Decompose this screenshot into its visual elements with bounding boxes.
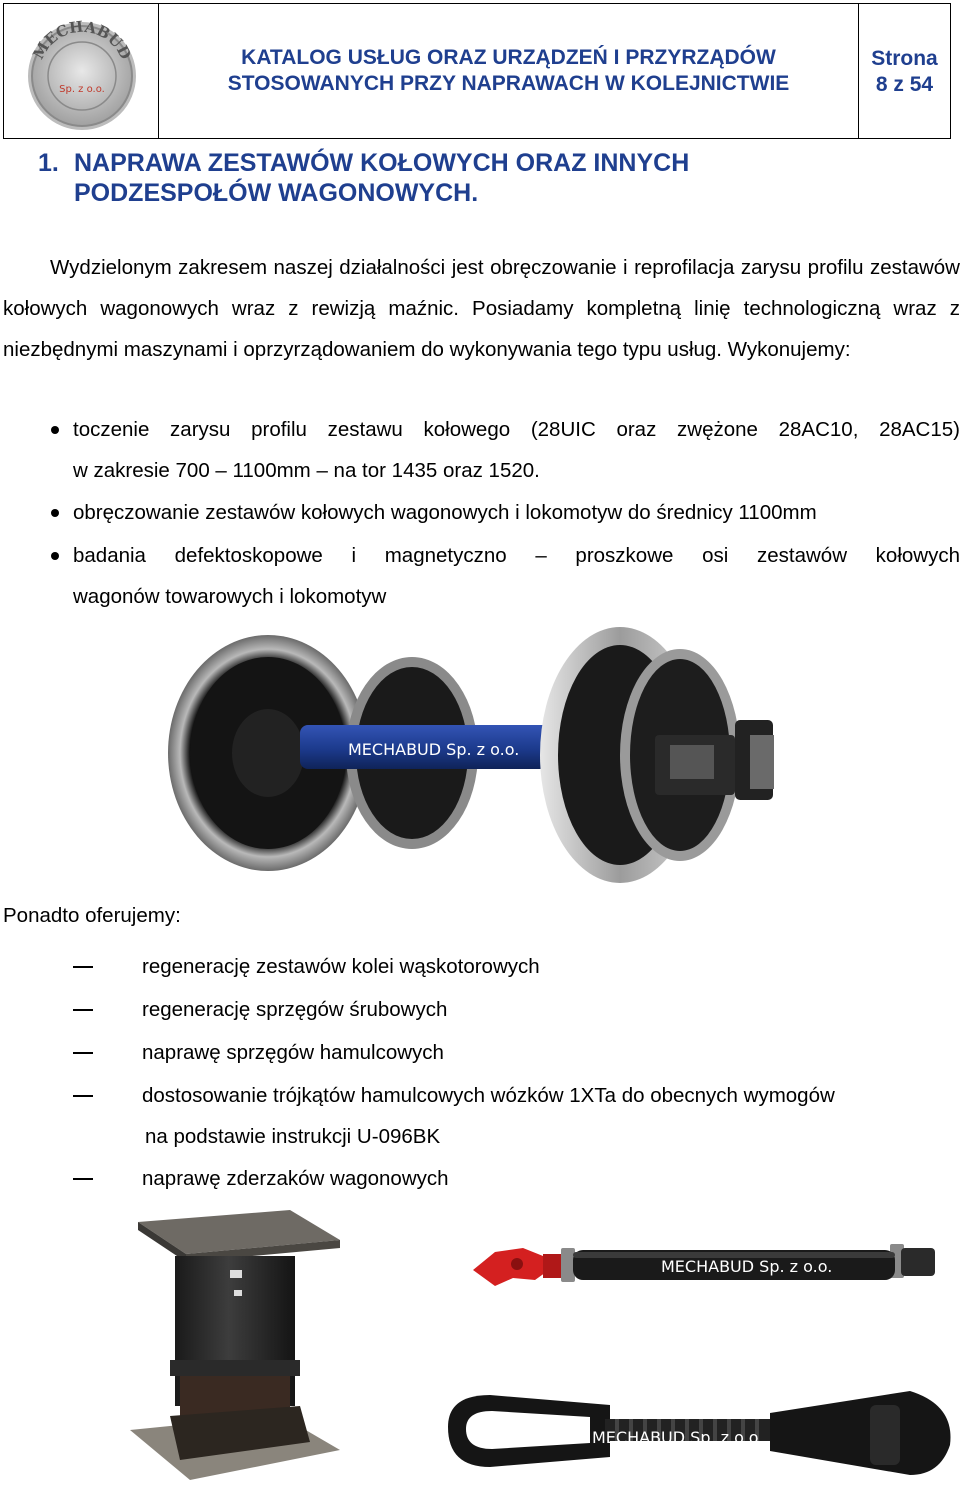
catalog-title xyxy=(159,4,859,138)
offers-list xyxy=(3,945,960,1200)
brake-hose-watermark: MECHABUD Sp. z o.o. xyxy=(661,1257,833,1276)
list-item xyxy=(3,945,960,988)
offer-1-text: regenerację zestawów kolei wąskotorowych xyxy=(142,955,540,978)
page-number: 8 z 54 xyxy=(875,73,934,96)
page-label: Strona xyxy=(871,47,938,70)
company-logo-cell xyxy=(4,4,159,138)
wheelset-photo xyxy=(150,625,800,885)
screw-coupler-icon xyxy=(440,1385,960,1485)
screw-coupler-photo xyxy=(440,1385,960,1485)
logo-text: MECHABUD xyxy=(29,17,135,63)
list-item xyxy=(3,1157,960,1200)
catalog-title-line2: STOSOWANYCH PRZY NAPRAWACH W KOLEJNICTWIE xyxy=(227,72,790,95)
section-number: 1. xyxy=(38,149,59,177)
page-header xyxy=(3,3,951,139)
brake-hose-photo xyxy=(465,1222,945,1302)
list-item xyxy=(3,988,960,1031)
dash-icon xyxy=(73,1052,93,1054)
offers-intro: Ponadto oferujemy: xyxy=(3,904,181,927)
section-heading xyxy=(38,148,838,208)
coupler-watermark: MECHABUD Sp. z o.o. xyxy=(592,1428,764,1447)
bullet-2-line1: obręczowanie zestawów kołowych wagonowych i lokomotyw do średnicy 1100mm xyxy=(73,501,817,524)
list-item xyxy=(3,1074,960,1157)
wheelset-watermark: MECHABUD Sp. z o.o. xyxy=(348,740,520,759)
intro-text: Wydzielonym zakresem naszej działalności jest obręczowanie i reprofilacja zarysu profilu zestawów kołowych wagonowych wraz z rewizją maźnic. Posiadamy kompletną linię technologiczną wraz z niezbędnymi maszynami i oprzyrządowaniem do wykonywania tego typu usług. Wykonujemy: xyxy=(3,256,960,361)
catalog-title-line1: KATALOG USŁUG ORAZ URZĄDZEŃ I PRZYRZĄDÓW xyxy=(241,46,776,69)
offer-4-continuation: na podstawie instrukcji U-096BK xyxy=(145,1125,441,1148)
bullet-3-line2: wagonów towarowych i lokomotyw xyxy=(73,585,387,608)
list-item xyxy=(3,535,960,617)
page-indicator xyxy=(859,4,950,138)
list-item xyxy=(3,409,960,491)
brake-hose-icon xyxy=(465,1222,945,1302)
wheelset-icon xyxy=(150,625,800,885)
bullet-1-line2: w zakresie 700 – 1100mm – na tor 1435 oraz 1520. xyxy=(73,459,540,482)
mechabud-logo-icon xyxy=(4,4,158,138)
section-title-line2: PODZESPOŁÓW WAGONOWYCH. xyxy=(74,179,479,207)
services-list xyxy=(3,409,960,617)
buffer-photo xyxy=(130,1210,350,1485)
offer-4-text: dostosowanie trójkątów hamulcowych wózków 1XTa do obecnych wymogów xyxy=(142,1084,835,1107)
bullet-1-line1: toczenie zarysu profilu zestawu kołowego (28UIC oraz zwężone 28AC10, 28AC15) xyxy=(73,418,960,441)
dash-icon xyxy=(73,966,93,968)
buffer-icon xyxy=(130,1210,350,1485)
dash-icon xyxy=(73,1009,93,1011)
offer-5-text: naprawę zderzaków wagonowych xyxy=(142,1167,449,1190)
intro-paragraph xyxy=(3,247,960,370)
bullet-3-line1: badania defektoskopowe i magnetyczno – proszkowe osi zestawów kołowych xyxy=(73,544,960,567)
dash-icon xyxy=(73,1095,93,1097)
list-item xyxy=(3,1031,960,1074)
logo-subtext: Sp. z o.o. xyxy=(59,84,105,95)
dash-icon xyxy=(73,1178,93,1180)
offer-2-text: regenerację sprzęgów śrubowych xyxy=(142,998,448,1021)
section-title-line1: NAPRAWA ZESTAWÓW KOŁOWYCH ORAZ INNYCH xyxy=(74,149,690,177)
offer-3-text: naprawę sprzęgów hamulcowych xyxy=(142,1041,444,1064)
list-item xyxy=(3,492,960,533)
